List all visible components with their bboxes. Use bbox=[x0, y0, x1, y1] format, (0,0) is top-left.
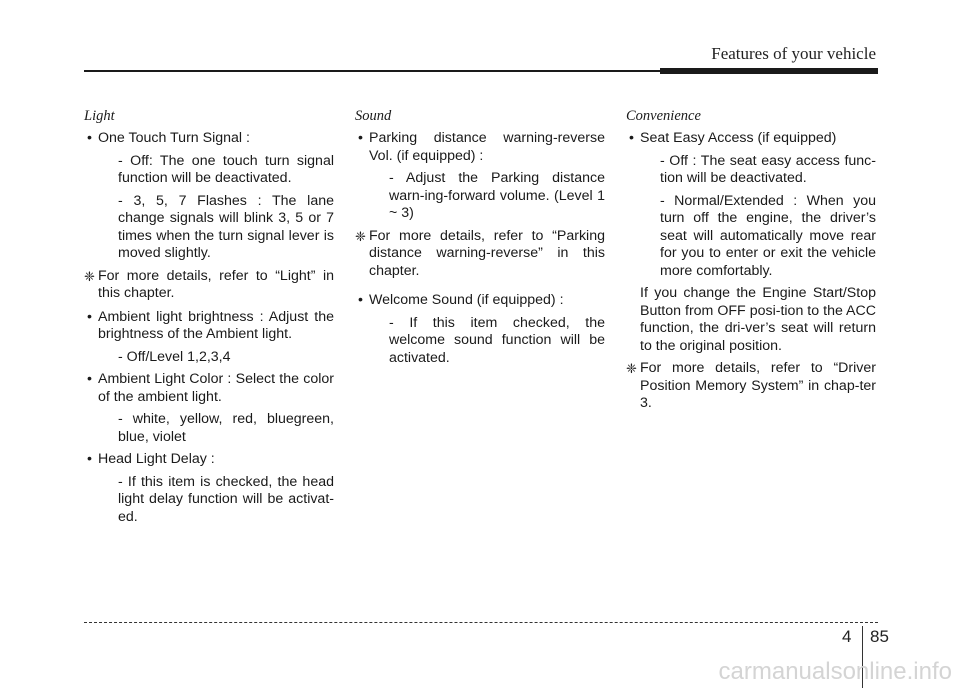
sub-item bbox=[98, 349, 334, 367]
parking-warning-desc: - Adjust the Parking distance warn-ing-forward volume. (Level 1 ~ 3) bbox=[389, 170, 605, 221]
sound-note-text: For more details, refer to “Parking distance warning-reverse” in this chapter. bbox=[369, 227, 605, 279]
welcome-sound-desc: - If this item checked, the welcome sound function will be activated. bbox=[389, 314, 605, 366]
bullet-icon: • bbox=[87, 371, 92, 387]
convenience-note-text: For more details, refer to “Driver Position Memory System” in chap-ter 3. bbox=[640, 360, 876, 411]
sub-item bbox=[98, 411, 334, 446]
bullet-icon: • bbox=[87, 308, 92, 325]
seat-easy-access-text: Seat Easy Access (if equipped) bbox=[640, 130, 837, 146]
seat-normal-text: - Normal/Extended : When you turn off the engine, the driver’s seat will automatically move rear for you to enter or exit the vehicle more comfortably. bbox=[660, 192, 876, 279]
sub-item bbox=[369, 315, 605, 368]
note-mark-icon: ❈ bbox=[626, 361, 637, 376]
page-number: 85 bbox=[870, 627, 889, 646]
sound-title: Sound bbox=[355, 108, 392, 124]
convenience-section bbox=[626, 108, 876, 419]
note bbox=[84, 268, 334, 303]
sub-item bbox=[369, 170, 605, 223]
list-item bbox=[84, 451, 334, 469]
sub-item bbox=[98, 153, 334, 188]
sound-section bbox=[355, 108, 605, 372]
header-rule-accent bbox=[660, 68, 878, 74]
bullet-icon: • bbox=[358, 130, 363, 146]
note-mark-icon: ❈ bbox=[84, 268, 95, 284]
seat-off-text: - Off : The seat easy access func-tion will be deactivated. bbox=[660, 152, 876, 186]
parking-warning-text: Parking distance warning-reverse Vol. (if equipped) : bbox=[369, 130, 605, 164]
watermark: carmanualsonline.info bbox=[718, 658, 952, 685]
light-title: Light bbox=[84, 108, 115, 124]
list-item bbox=[84, 130, 334, 148]
chapter-number: 4 bbox=[842, 627, 852, 646]
bullet-icon: • bbox=[358, 292, 363, 308]
list-item bbox=[355, 130, 605, 165]
list-item bbox=[626, 130, 876, 148]
bullet-icon: • bbox=[87, 451, 92, 467]
sub-item bbox=[98, 474, 334, 527]
one-touch-flashes-text: - 3, 5, 7 Flashes : The lane change signals will blink 3, 5 or 7 times when the turn signal lever is moved slightly. bbox=[118, 192, 334, 261]
ambient-brightness-text: Ambient light brightness : Adjust the brightness of the Ambient light. bbox=[98, 308, 334, 342]
one-touch-off-text: - Off: The one touch turn signal function will be deactivated. bbox=[118, 152, 334, 186]
page-header-title: Features of your vehicle bbox=[711, 44, 876, 63]
one-touch-turn-signal: One Touch Turn Signal : bbox=[98, 130, 250, 146]
note bbox=[626, 360, 876, 413]
light-note-text: For more details, refer to “Light” in this chapter. bbox=[98, 267, 334, 301]
head-light-delay-text: Head Light Delay : bbox=[98, 451, 215, 467]
light-section bbox=[84, 108, 334, 531]
list-item bbox=[355, 292, 605, 310]
bullet-icon: • bbox=[87, 130, 92, 146]
footer-rule bbox=[84, 622, 878, 623]
engine-note: If you change the Engine Start/Stop Button from OFF posi-tion to the ACC function, the dri-ver’s seat will return to the original position. bbox=[640, 285, 876, 354]
ambient-levels-text: - Off/Level 1,2,3,4 bbox=[118, 348, 231, 365]
bullet-icon: • bbox=[629, 130, 634, 146]
header-rule bbox=[84, 70, 660, 72]
sub-item bbox=[640, 193, 876, 281]
convenience-title: Convenience bbox=[626, 108, 701, 124]
sub-item bbox=[98, 193, 334, 263]
note bbox=[355, 228, 605, 281]
head-light-delay-desc: - If this item is checked, the head light delay function will be activat-ed. bbox=[118, 473, 334, 525]
sub-item bbox=[640, 153, 876, 188]
list-item bbox=[84, 309, 334, 344]
list-item bbox=[84, 371, 334, 406]
ambient-color-text: Ambient Light Color : Select the color of the ambient light. bbox=[98, 371, 334, 405]
note-mark-icon: ❈ bbox=[355, 228, 366, 244]
welcome-sound-text: Welcome Sound (if equipped) : bbox=[369, 292, 564, 308]
ambient-color-options-text: - white, yellow, red, bluegreen, blue, violet bbox=[118, 411, 334, 445]
